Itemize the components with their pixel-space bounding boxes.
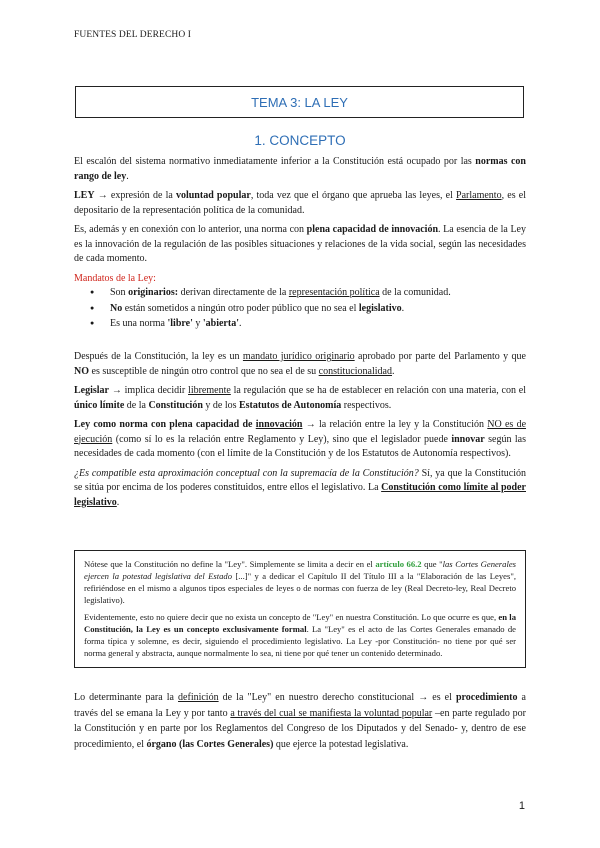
list-item: ● Son originarios: derivan directamente de la representación política de la comunidad. xyxy=(74,285,526,301)
list-item: ● No están sometidos a ningún otro poder público que no sea el legislativo. xyxy=(74,301,526,317)
paragraph-3: Es, además y en conexión con lo anterior, una norma con plena capacidad de innovación. La esencia de la Ley es la innovación de la regulación de las posibles situaciones y relaciones de la vida social, según las necesidades de cada momento. xyxy=(74,224,526,264)
chapter-title: TEMA 3: LA LEY xyxy=(251,94,348,110)
paragraph-8: Lo determinante para la definición de la "Ley" en nuestro derecho constitucional → es el procedimiento a través del se emana la Ley y por tanto a través del cual se manifiesta la voluntad popular –en parte regulado por la Constitución y en parte por los Reglamentos del Congreso de los Diputados y del Senado- y, dentro de ese procedimiento, el órgano (las Cortes Generales) que ejerce la potestad legislativa. xyxy=(74,692,526,750)
list-item: ● Es una norma 'libre' y 'abierta'. xyxy=(74,316,526,332)
note-box xyxy=(74,550,526,668)
paragraph-5: Legislar → implica decidir libremente la regulación que se ha de establecer en relación con una materia, con el único límite de la Constitución y de los Estatutos de Autonomía respectivos. xyxy=(74,385,526,411)
main-block xyxy=(74,350,526,515)
note-paragraph-2: Evidentemente, esto no quiere decir que no exista un concepto de "Ley" en nuestra Constitución. Lo que ocurre es que, en la Constitución, la Ley es un concepto exclusivamente formal. La "Ley" es el acto de las Cortes Generales emanado de forma típica y solemne, es decir, siguiendo el procedimiento legislativo. La Ley -por Constitución- no tiene por qué ser norma general y abstracta, aunque normalmente lo sea, ni tiene por qué tener un contenido determinado. xyxy=(84,612,516,658)
mandatos-list xyxy=(74,285,526,332)
paragraph-6: Ley como norma con plena capacidad de innovación → la relación entre la ley y la Constitución NO es de ejecución (como sí lo es la relación entre Reglamento y Ley), sino que el legislador puede innovar según las necesidades de cada momento (con el límite de la Constitución y de los Estatutos de Autonomía respectivos). xyxy=(74,419,527,459)
paragraph-2: LEY → expresión de la voluntad popular, toda vez que el órgano que aprueba las leyes, el Parlamento, es el depositario de la representación política de la comunidad. xyxy=(74,190,526,216)
note-paragraph-1: Nótese que la Constitución no define la "Ley". Simplemente se limita a decir en el artículo 66.2 que "las Cortes Generales ejercen la potestad legislativa del Estado [...]" y a dedicar el Capítulo II del Título III a la "Elaboración de las Leyes", refiriéndose en el mismo a algunos tipos especiales de leyes o de normas con fuerza de ley (Real Decreto-ley, Real Decreto legislativo). xyxy=(84,559,516,605)
mandatos-heading: Mandatos de la Ley: xyxy=(74,272,156,284)
running-header: FUENTES DEL DERECHO I xyxy=(74,30,192,40)
chapter-title-box xyxy=(75,86,524,118)
paragraph-1: El escalón del sistema normativo inmediatamente inferior a la Constitución está ocupado por las normas con rango de ley. xyxy=(74,156,526,182)
conclusion-block xyxy=(74,690,526,757)
page-number: 1 xyxy=(518,800,525,812)
paragraph-7: ¿Es compatible esta aproximación conceptual con la supremacía de la Constitución? Sí, ya que la Constitución se sitúa por encima de los poderes constituidos, entre ellos el legislativo. La Constitución como límite al poder legislativo. xyxy=(74,467,527,508)
intro-block xyxy=(74,155,526,291)
section-title: 1. CONCEPTO xyxy=(254,133,346,148)
paragraph-4: Después de la Constitución, la ley es un mandato jurídico originario aprobado por parte del Parlamento y que NO es susceptible de ningún otro control que no sea el de su constitucionalidad. xyxy=(74,351,526,377)
